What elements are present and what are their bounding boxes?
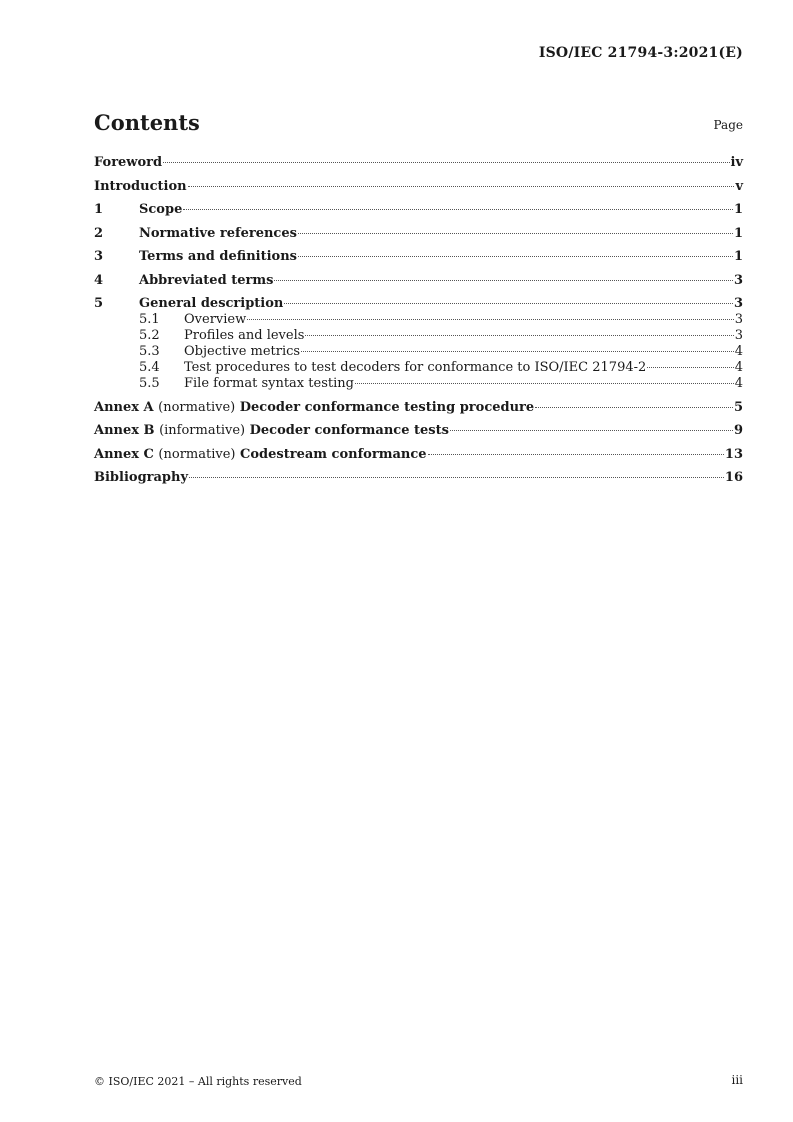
toc-entry-label: Bibliography [94,470,189,485]
dot-leader [247,319,733,320]
toc-section-number: 5 [94,296,104,311]
toc-page-number: v [735,178,743,194]
dot-leader [305,335,733,336]
page-number: iii [731,1073,743,1087]
toc-entry-scope[interactable] [94,202,743,218]
toc-entry-label: Foreword [94,155,163,170]
page-title: Contents [94,110,200,135]
toc-section-number: 1 [94,202,104,217]
toc-entry-annex-c[interactable] [94,447,743,463]
toc-entry-label: Profiles and levels [184,328,305,343]
toc-subsection-number: 5.2 [139,328,160,343]
toc-subentry-objective-metrics[interactable] [94,344,743,360]
annex-kind: (normative) [158,399,236,415]
toc-page-number: 3 [734,328,743,343]
dot-leader [301,351,734,352]
dot-leader [189,477,724,478]
toc-page-number: 16 [724,470,743,485]
toc-subsection-number: 5.4 [139,360,160,375]
toc-subsection-number: 5.3 [139,344,160,359]
toc-page-number: 5 [733,399,743,415]
toc-entry-label: Abbreviated terms [139,272,274,288]
toc-subentry-profiles-and-levels[interactable] [94,328,743,344]
toc-page-number: 4 [734,360,743,375]
toc-entry-label: File format syntax testing [184,376,354,391]
toc-entry-abbreviated-terms[interactable] [94,273,743,289]
dot-leader [163,162,729,163]
dot-leader [355,383,734,384]
dot-leader [450,430,733,431]
toc-entry-introduction[interactable] [94,179,743,195]
page-column-label: Page [713,118,743,132]
copyright-notice: © ISO/IEC 2021 – All rights reserved [94,1075,302,1088]
toc-subentry-file-format-syntax-testing[interactable] [94,376,743,392]
toc-entry-general-description[interactable] [94,296,743,312]
annex-title: Decoder conformance testing procedure [239,399,535,415]
dot-leader [535,407,733,408]
toc-page-number: 4 [734,376,743,391]
dot-leader [274,280,733,281]
toc-entry-label: General description [139,296,284,311]
toc-subsection-number: 5.1 [139,312,160,327]
toc-entry-label: Introduction [94,178,187,194]
dot-leader [298,233,733,234]
toc-entry-label: Overview [184,312,247,327]
toc-entry-label: Terms and definitions [139,249,297,264]
toc-entry-label [94,400,534,416]
toc-entry-label: Normative references [139,225,297,241]
toc-section-number: 2 [94,225,104,241]
annex-kind: (informative) [159,423,246,438]
annex-name: Annex A [94,399,154,415]
toc-page-number: 1 [733,202,743,217]
toc-page-number: 3 [733,272,743,288]
toc-subentry-test-procedures[interactable] [94,360,743,376]
toc-page-number: 13 [724,446,743,462]
toc-page-number: 1 [733,249,743,264]
toc-page-number: 1 [733,225,743,241]
toc-entry-bibliography[interactable] [94,470,743,486]
toc-entry-normative-references[interactable] [94,226,743,242]
toc-entry-label: Test procedures to test decoders for conformance to ISO/IEC 21794-2 [184,360,647,375]
annex-name: Annex C [94,446,154,462]
toc-subsection-number: 5.5 [139,376,160,391]
toc-entry-label [94,447,427,463]
dot-leader [188,186,735,187]
toc-page-number: 4 [734,344,743,359]
toc-entry-annex-b[interactable] [94,423,743,439]
annex-name: Annex B [94,423,155,438]
toc-page-number: 3 [734,312,743,327]
toc-subentry-overview[interactable] [94,312,743,328]
toc-section-number: 3 [94,249,104,264]
dot-leader [428,454,724,455]
annex-title: Codestream conformance [240,446,427,462]
toc-entry-label [94,423,449,439]
annex-title: Decoder conformance tests [249,423,449,438]
toc-entry-terms-and-definitions[interactable] [94,249,743,265]
document-identifier: ISO/IEC 21794-3:2021(E) [538,45,743,61]
toc-page-number: 9 [733,423,743,438]
dot-leader [183,209,733,210]
toc-page-number: 3 [733,296,743,311]
dot-leader [647,367,733,368]
toc-page-number: iv [730,155,743,170]
dot-leader [284,303,733,304]
toc-section-number: 4 [94,272,104,288]
toc-entry-annex-a[interactable] [94,400,743,416]
toc-entry-label: Objective metrics [184,344,301,359]
toc-entry-foreword[interactable] [94,155,743,171]
dot-leader [298,256,733,257]
table-of-contents [94,155,743,494]
annex-kind: (normative) [158,446,236,462]
toc-entry-label: Scope [139,202,183,217]
